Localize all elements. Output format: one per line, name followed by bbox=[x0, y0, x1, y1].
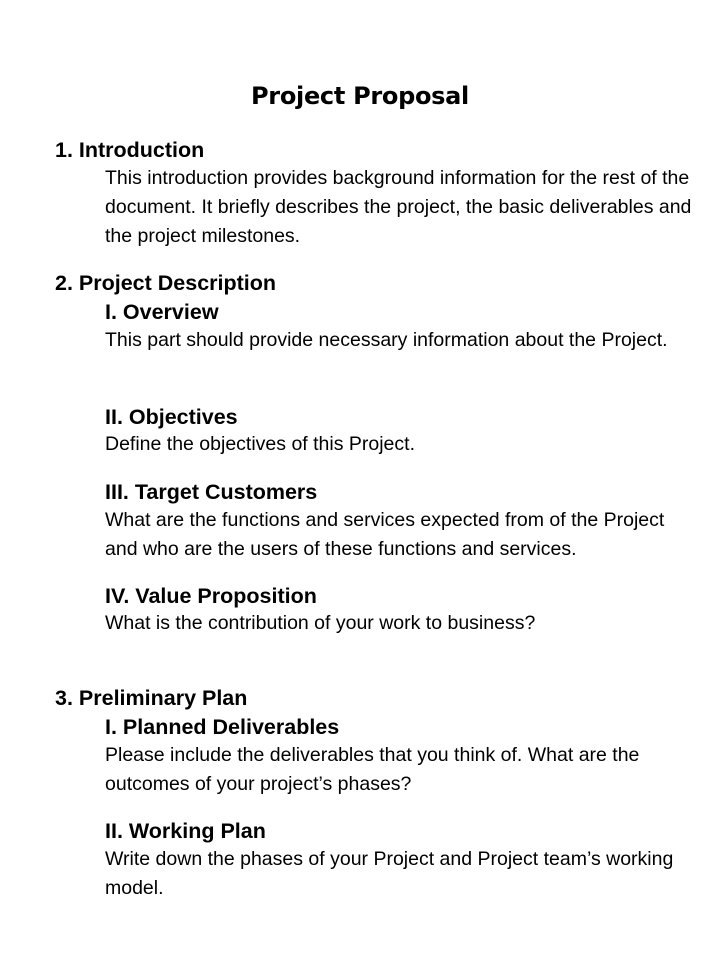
subsection-body-working-plan: Write down the phases of your Project and Project team’s working model. bbox=[105, 848, 674, 899]
subsection-heading-objectives: II. Objectives bbox=[105, 405, 238, 429]
subsection-body-planned-deliverables: Please include the deliverables that you think of. What are the outcomes of your project’s phases? bbox=[105, 744, 640, 795]
subsection-body-target-customers: What are the functions and services expected from of the Project and who are the users of these functions and services. bbox=[105, 509, 665, 560]
section-heading-project-description: 2. Project Description bbox=[55, 271, 277, 295]
subsection-body-overview: This part should provide necessary information about the Project. bbox=[105, 329, 668, 351]
subsection-heading-overview: I. Overview bbox=[105, 300, 219, 324]
subsection-body-objectives: Define the objectives of this Project. bbox=[105, 433, 415, 455]
document-title: Project Proposal bbox=[251, 82, 469, 110]
section-heading-preliminary-plan: 3. Preliminary Plan bbox=[55, 686, 248, 710]
subsection-heading-target-customers: III. Target Customers bbox=[105, 480, 318, 504]
subsection-body-value-proposition: What is the contribution of your work to business? bbox=[105, 612, 536, 634]
section-heading-introduction: 1. Introduction bbox=[55, 138, 205, 162]
subsection-heading-value-proposition: IV. Value Proposition bbox=[105, 584, 317, 608]
subsection-heading-working-plan: II. Working Plan bbox=[105, 819, 266, 843]
section-body-introduction: This introduction provides background information for the rest of the document. It briefly describes the project, the basic deliverables and the project milestones. bbox=[105, 167, 692, 247]
subsection-heading-planned-deliverables: I. Planned Deliverables bbox=[105, 715, 340, 739]
